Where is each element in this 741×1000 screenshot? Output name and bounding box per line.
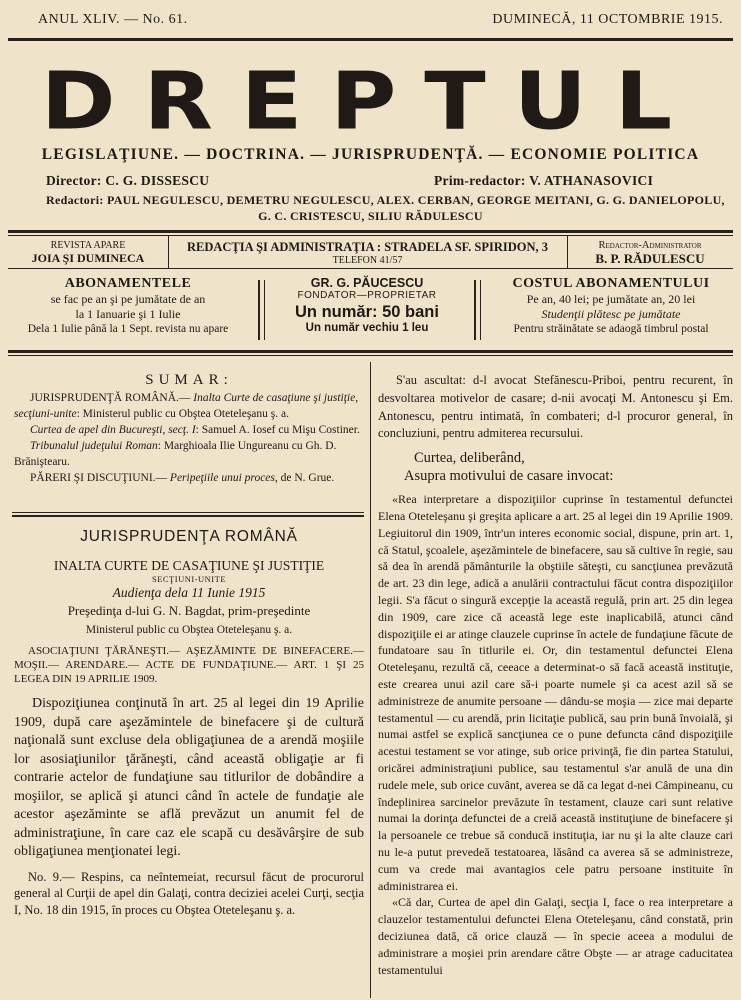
body-paragraph: «Că dar, Curtea de apel din Galaţi, secţia I, face o rea interpretare a clauzelor testamentului defunctei Elena Oteteleşanu, când constată, prin deciziunea dată, că orice clauză — în specie aceea a modului de administrare a moşiei prin arendare către Obşte — ar atrage caducitatea testamentului (378, 895, 733, 977)
subscriptions-line: la 1 Ianuarie şi 1 Iulie (75, 307, 181, 321)
issue-line (0, 0, 741, 30)
summary-item-rest: : Samuel A. Iosef cu Mişu Costiner. (195, 424, 360, 436)
divider (8, 38, 733, 41)
chief-editor-label: Prim-redactor: (434, 173, 526, 188)
masthead-title: DREPTUL (40, 55, 701, 148)
summary-item (14, 390, 364, 422)
summary-item (14, 470, 364, 486)
admin-label: Redactor-Administrator (598, 240, 702, 251)
divider (12, 512, 364, 513)
ruling-headnote: Dispoziţiunea conţinută în art. 25 al legei din 19 Aprilie 1909, după care aşezămintele de binefacere şi de cultură naţională sunt excluse dela obligaţiunea de a arendă moşiile lor asosiaţiunilor ţărăneşti, când această obligaţie ar fi contrarie actelor de fundaţiune sau titlurilor de dobândire a moşiilor, se aplică şi atunci când în actele de fundaţie ale acestor aşezăminte se află prevăzut un anumit fel de administraţiune, în care caz ele scapă cu desăvârşire de sub obligaţiunea menţionatei legi. (14, 696, 364, 859)
founder-name: GR. G. PĂUCESCU (310, 276, 424, 290)
issue-number: ANUL XLIV. — No. 61. (38, 12, 188, 27)
summary-lead: JURISPRUDENŢĂ ROMÂNĂ.— (30, 392, 191, 404)
appears-box (8, 240, 168, 266)
subscriptions-right (486, 276, 736, 337)
subjects-line: LEGISLAŢIUNE. — DOCTRINA. — JURISPRUDENŢĂ. — ECONOMIE POLITICA (41, 146, 700, 163)
summary-item-title: Curtea de apel din Bucureşti, secţ. I (30, 424, 196, 436)
hearing-date: Audienţa dela 11 Iunie 1915 (112, 585, 266, 600)
cost-line: Pe an, 40 lei; pe jumătate an, 20 lei (526, 292, 696, 306)
issue-price: Un număr: 50 bani (295, 303, 439, 321)
price-box (262, 276, 472, 334)
subscriptions-line: se fac pe an şi pe jumătate de an (50, 292, 206, 306)
office-box (168, 240, 567, 266)
body-paragraph: «Rea interpretare a dispoziţiilor cuprinse în testamentul defunctei Elena Oteteleşanu şi greşita aplicare a art. 25 al legei din 19 Aprilie 1909. Legiuitorul din 1909, într'un interes economic social, dispune, prin art. 1, că Statul, şcoalele, aşezămintele de binefacere, sau să cultive în regie, sau să dea în arendă pământurile la obştiile săteşti, cu sancţiunea prevăzută de art. 23 din lege, adică a anulării contractului făcut contra dispoziţiilor legii. S'a făcut o singură excepţie la această regulă, prin art. 25 din legea din 1909, care zice că această lege este inaplicabilă, atunci când dispoziţiile ei ar atinge clauzele cuprinse în actele de fundaţiune făcute de fundatoare sau în titlurile ei. Or, din testamentul defunctei Elena Oteteleşanu, rezultă că, ceeace a determinat-o să facă această instituţie, este crearea unui azil care să-i poarte numele şi ca acest azil să se administreze de anumite persoane — dându-se moşia — zice mai departe testamentul — cu arendă, prin licitaţie publică, sau prin bună învoială, şi numai astfel se explică sancţiunea ce o pune defuncta când dispoziţiile acestui testament se vor atinge, sub orice privinţă, fie din partea Statului, oricărei administraţiuni publice, sau testamentul s'ar anulă de una din rudele mele, sub orice cuvânt, averea se dă ca legat d-nei Câmpineanu, cu îndeplinirea sarcinelor prevăzute în testament, clauze cari sunt relative numai la dorinţa defunctei de a creiă această instituţiune de binefacere şi la persoanele ce trebue să conducă instituţia, iar nu şi la alte clauze cari nu le-a putut prevedeă testatoarea, lăsând ca averea să se administreze, cum va crede mai avantagios cele patru persoane instituite în administrarea ei. (378, 492, 733, 893)
editors-line1: PAUL NEGULESCU, DEMETRU NEGULESCU, ALEX. CERBAN, GEORGE MEITANI, G. G. DANIELOPOLU, (106, 193, 725, 207)
subscriptions-title: ABONAMENTELE (64, 276, 192, 291)
summary-item-rest: : Marghioala Ilie Ungureanu cu Gh. D. Brăniştearu. (14, 440, 337, 468)
summary (14, 372, 364, 486)
summary-item-title: Tribunalul judeţului Roman (30, 440, 158, 452)
article (14, 528, 364, 918)
founder-role: FONDATOR—PROPRIETAR (297, 290, 437, 301)
chief-editor (434, 173, 653, 189)
right-column (378, 372, 733, 978)
director (46, 173, 209, 189)
summary-item-rest: : Ministerul public cu Obştea Oteteleşanu ş. a. (76, 408, 289, 420)
office-phone: TELEFON 41/57 (332, 255, 403, 266)
director-label: Director: (46, 173, 102, 188)
column-divider (370, 362, 371, 998)
editors (46, 193, 725, 208)
cost-line: Studenţii plătesc pe jumătate (541, 307, 681, 321)
issue-date: DUMINECĂ, 11 OCTOMBRIE 1915. (492, 12, 723, 27)
summary-item-title: Inalta Curte de casaţiune şi justiţie, secţiuni-unite (14, 392, 359, 420)
heard-paragraph: S'au ascultat: d-l avocat Stefănescu-Priboi, pentru recurent, în desvoltarea motivelor de casare; d-nii avocaţi M. Antonescu şi Em. Antonescu, pentru intimată, în combateri; d-l procuror general, în concluziuni, pentru admiterea recursului. (378, 373, 733, 441)
section-title: JURISPRUDENŢA ROMÂNĂ (80, 528, 298, 545)
chamber: SECŢIUNI-UNITE (151, 574, 227, 584)
divider (8, 350, 733, 353)
divider (8, 355, 733, 356)
summary-title: SUMAR: (145, 372, 233, 388)
admin-name: B. P. RĂDULESCU (595, 251, 705, 266)
summary-lead: PĂRERI ŞI DISCUŢIUNI.— (30, 472, 168, 484)
admin-box (567, 240, 733, 267)
motive-line: Asupra motivului de casare invocat: (404, 468, 614, 485)
editors-label: Redactori: (46, 193, 104, 207)
ornament-right (474, 280, 481, 340)
parties: Ministerul public cu Obştea Oteteleşanu ş. a. (85, 624, 293, 636)
court-name: INALTA CURTE DE CASAŢIUNE ŞI JUSTIŢIE (53, 558, 325, 573)
keywords: ASOCIAŢIUNI ŢĂRĂNEŞTI.— AŞEZĂMINTE DE BINEFACERE.— MOŞII.— ARENDARE.— ACTE DE FUNDAŢIUNE.— ART. 1 ŞI 25 LEGEA DIN 19 APRILIE 1909. (14, 645, 364, 685)
divider (8, 235, 733, 236)
summary-item-rest: , de N. Grue. (274, 472, 335, 484)
decision-text: No. 9.— Respins, ca neîntemeiat, recursul făcut de procurorul general al Curţii de apel din Galaţi, contra deciziei acelei Curţi, secţia I, No. 18 din 1915, în proces cu Obştea Oteteleşanu ş. a. (14, 869, 364, 917)
summary-item (14, 422, 364, 438)
subscriptions-line: Dela 1 Iulie până la 1 Sept. revista nu apare (27, 323, 229, 335)
summary-item (14, 438, 364, 470)
court-deliberating: Curtea, deliberând, (414, 450, 525, 467)
cost-title: COSTUL ABONAMENTULUI (512, 276, 710, 291)
summary-item-title: Peripeţiile unui proces (169, 472, 275, 484)
cost-line: Pentru străinătate se adaogă timbrul postal (513, 323, 709, 335)
editors-line2: G. C. CRISTESCU, SILIU RĂDULESCU (258, 209, 483, 223)
director-name: C. G. DISSESCU (105, 173, 210, 188)
appears-days: JOIA ŞI DUMINECA (31, 251, 145, 265)
old-issue-price: Un număr vechiu 1 leu (305, 322, 429, 334)
divider (8, 230, 733, 233)
presidency: Preşedinţa d-lui G. N. Bagdat, prim-preşedinte (67, 603, 311, 618)
appears-label: REVISTA APARE (50, 240, 126, 251)
divider (12, 515, 364, 517)
subscriptions-left (8, 276, 248, 337)
chief-editor-name: V. ATHANASOVICI (529, 173, 654, 188)
divider (8, 268, 733, 269)
office-address: REDACŢIA ŞI ADMINISTRAŢIA : STRADELA SF. SPIRIDON, 3 (186, 240, 549, 254)
